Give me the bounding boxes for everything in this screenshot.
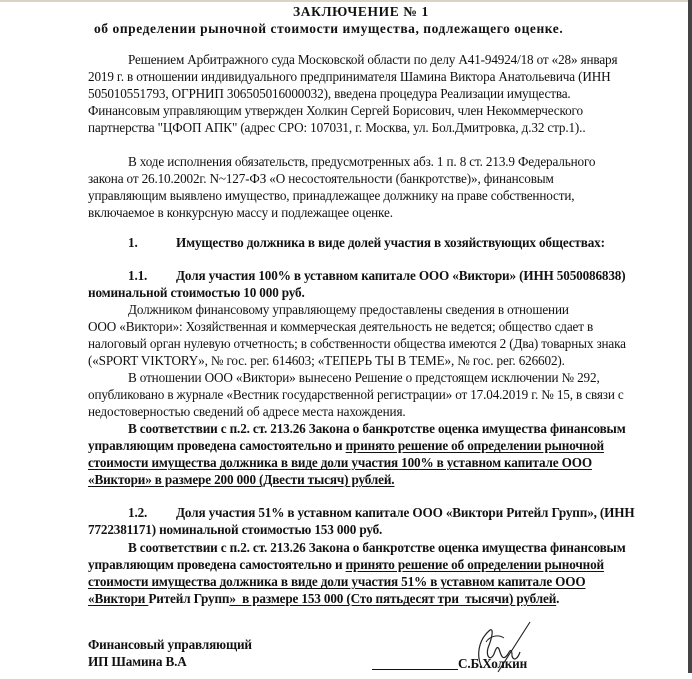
signer-organization: ИП Шамина В.А — [88, 654, 187, 669]
section-heading-text: Имущество должника в виде долей участия в хозяйствующих обществах: — [176, 235, 605, 250]
decision-underlined-text: » в размере 153 000 (Сто пятьдесят три тысячи) рублей — [229, 591, 557, 606]
item-1-2-decision-line: стоимости имущества должника в виде доли участия 51% в уставном капитале ООО — [88, 574, 586, 589]
item-1-1-info-line: ООО «Виктори»: Хозяйственная и коммерческая деятельность не ведется; общество сдает в — [88, 319, 594, 334]
item-1-1-info-line: Должником финансовому управляющему предоставлены сведения в отношении — [128, 302, 569, 317]
paragraph2-line: закона от 26.10.2002г. N~127-ФЗ «О несостоятельности (банкротстве)», финансовым — [88, 171, 554, 186]
intro-line: Финансовым управляющим утвержден Холкин Сергей Борисович, член Некоммерческого — [88, 103, 583, 118]
document-title: ЗАКЛЮЧЕНИЕ № 1 — [293, 4, 429, 19]
intro-line: Решением Арбитражного суда Московской области по делу А41-94924/18 от «28» января — [128, 52, 618, 67]
item-1-1-decision-line: стоимости имущества должника в виде доли участия 100% в уставном капитале ООО — [88, 455, 592, 470]
decision-text: управляющим проведена самостоятельно и — [88, 438, 346, 453]
decision-text: управляющим проведена самостоятельно и — [88, 557, 346, 572]
section-1-heading — [128, 235, 605, 251]
intro-line: 505010551793, ОГРНИП 306505016000032), введена процедура Реализации имущества. — [88, 86, 571, 101]
signer-name: С.Б.Холкин — [458, 656, 528, 671]
paragraph2-line: В ходе исполнения обязательств, предусмотренных абз. 1 п. 8 ст. 213.9 Федерального — [128, 154, 596, 169]
item-1-2-heading — [128, 505, 635, 521]
signer-role: Финансовый управляющий — [88, 637, 252, 652]
item-1-1-decision-line — [88, 438, 604, 454]
intro-line: партнерства "ЦФОП АПК" (адрес СРО: 107031, г. Москва, ул. Бол.Дмитровка, д.32 стр.1).. — [88, 120, 586, 135]
decision-underlined-text: принято решение об определении рыночной — [345, 557, 604, 572]
item-1-1-heading — [128, 268, 626, 284]
decision-underlined-text: принято решение об определении рыночной — [345, 438, 604, 453]
document-subtitle: об определении рыночной стоимости имущества, подлежащего оценке. — [94, 21, 564, 36]
item-1-1-info-line: («SPORT VIKTORY», № гос. рег. 614603; «ТЕПЕРЬ ТЫ В ТЕМЕ», № гос. рег. 626602). — [88, 353, 565, 368]
decision-text: Ритейл Групп — [148, 591, 230, 606]
scrollbar-edge[interactable] — [688, 0, 692, 673]
item-1-1-info-line: недостоверностью сведений об адресе места нахождения. — [88, 404, 406, 419]
item-1-2-decision-line — [88, 557, 604, 573]
item-1-1-info-line: В отношении ООО «Виктори» вынесено Решение о предстоящем исключении № 292, — [128, 370, 600, 385]
item-heading-text: Доля участия 51% в уставном капитале ООО «Виктори Ритейл Групп», (ИНН — [176, 505, 635, 520]
item-1-1-info-line: налоговый орган нулевую отчетность; в собственности общества имеются 2 (Два) товарных знака — [88, 336, 626, 351]
paragraph2-line: включаемое в конкурсную массу и подлежащее оценке. — [88, 205, 393, 220]
paragraph2-line: управляющим выявлено имущество, принадлежащее должнику на праве собственности, — [88, 188, 575, 203]
signature-line — [372, 669, 458, 670]
item-number: 1.2. — [128, 505, 148, 520]
item-1-2-heading-cont: 7722381171) номинальной стоимостью 153 000 руб. — [88, 522, 383, 537]
item-1-1-decision-line: «Виктори» в размере 200 000 (Двести тысяч) рублей. — [88, 472, 395, 487]
item-1-2-decision-line: В соответствии с п.2. ст. 213.26 Закона о банкротстве оценка имущества финансовым — [128, 540, 626, 555]
window-top-border — [0, 0, 692, 2]
item-heading-text: Доля участия 100% в уставном капитале ООО «Виктори» (ИНН 5050086838) — [176, 268, 626, 283]
item-1-1-decision-line: В соответствии с п.2. ст. 213.26 Закона о банкротстве оценка имущества финансовым — [128, 421, 626, 436]
item-number: 1.1. — [128, 268, 148, 283]
item-1-1-info-line: опубликовано в журнале «Вестник государственной регистрации» от 17.04.2019 г. № 15, в связи с — [88, 387, 624, 402]
decision-underlined-text: «Виктори — [88, 591, 149, 606]
intro-line: 2019 г. в отношении индивидуального предпринимателя Шамина Виктора Анатольевича (ИНН — [88, 69, 611, 84]
section-number: 1. — [128, 235, 138, 250]
item-1-2-decision-line — [88, 591, 559, 607]
item-1-1-heading-cont: номинальной стоимостью 10 000 руб. — [88, 285, 305, 300]
decision-text: . — [556, 591, 560, 606]
